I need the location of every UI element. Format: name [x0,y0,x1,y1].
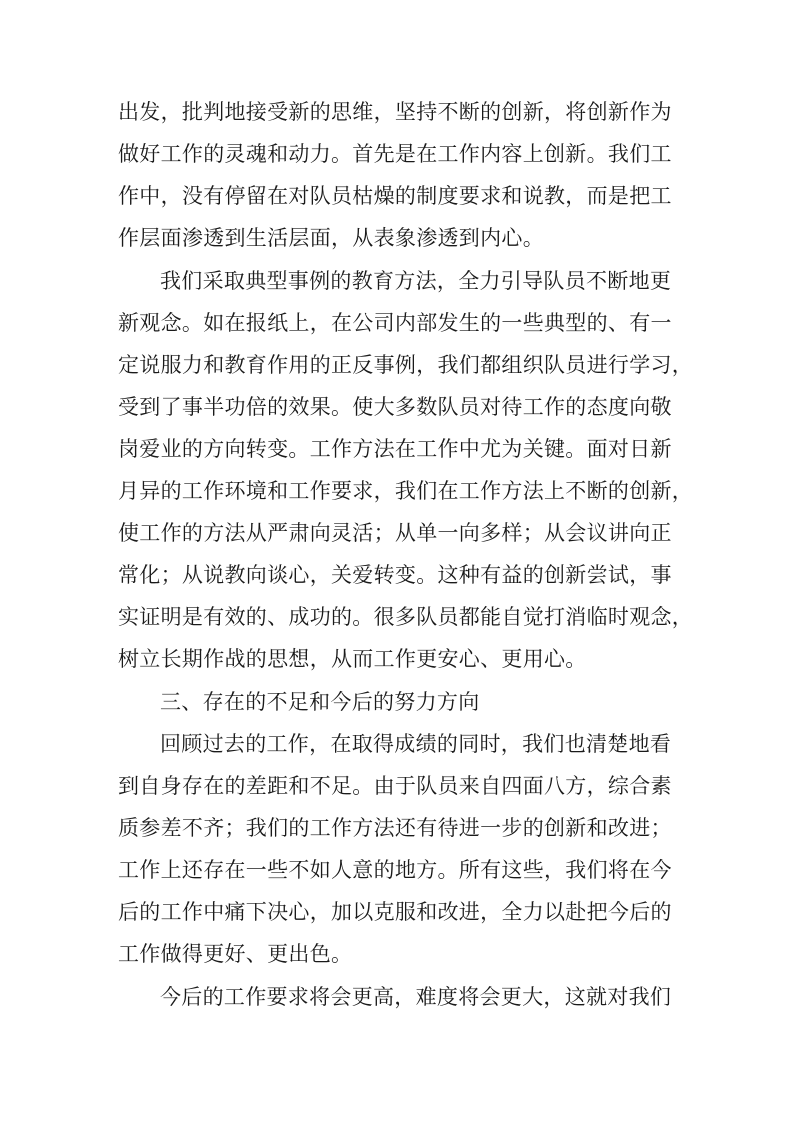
text-line: 使工作的方法从严肃向灵活；从单一向多样；从会议讲向正 [118,521,672,545]
text-line: 岗爱业的方向转变。工作方法在工作中尤为关键。面对日新 [118,437,672,461]
section-heading: 三、存在的不足和今后的努力方向 [160,690,480,714]
text-line: 出发，批判地接受新的思维，坚持不断的创新，将创新作为 [118,100,672,124]
text-line: 实证明是有效的、成功的。很多队员都能自觉打消临时观念， [118,605,694,629]
text-line: 到自身存在的差距和不足。由于队员来自四面八方，综合素 [118,774,672,798]
text-line: 新观念。如在报纸上，在公司内部发生的一些典型的、有一 [118,311,672,335]
paragraph-first-line: 我们采取典型事例的教育方法，全力引导队员不断地更 [160,269,672,293]
paragraph-first-line: 今后的工作要求将会更高，难度将会更大，这就对我们 [160,985,672,1009]
text-line: 做好工作的灵魂和动力。首先是在工作内容上创新。我们工 [118,142,672,166]
text-line: 月异的工作环境和工作要求，我们在工作方法上不断的创新， [118,479,694,503]
text-line: 工作做得更好、更出色。 [118,942,353,966]
text-line: 常化；从说教向谈心，关爱转变。这种有益的创新尝试，事 [118,563,672,587]
text-line: 作层面渗透到生活层面，从表象渗透到内心。 [118,226,544,250]
text-line: 定说服力和教育作用的正反事例，我们都组织队员进行学习， [118,353,694,377]
text-line: 作中，没有停留在对队员枯燥的制度要求和说教，而是把工 [118,184,672,208]
text-line: 工作上还存在一些不如人意的地方。所有这些，我们将在今 [118,858,672,882]
text-line: 后的工作中痛下决心，加以克服和改进，全力以赴把今后的 [118,900,672,924]
text-line: 质参差不齐；我们的工作方法还有待进一步的创新和改进； [118,816,672,840]
paragraph-first-line: 回顾过去的工作，在取得成绩的同时，我们也清楚地看 [160,732,672,756]
text-line: 树立长期作战的思想，从而工作更安心、更用心。 [118,647,587,671]
text-line: 受到了事半功倍的效果。使大多数队员对待工作的态度向敬 [118,395,672,419]
